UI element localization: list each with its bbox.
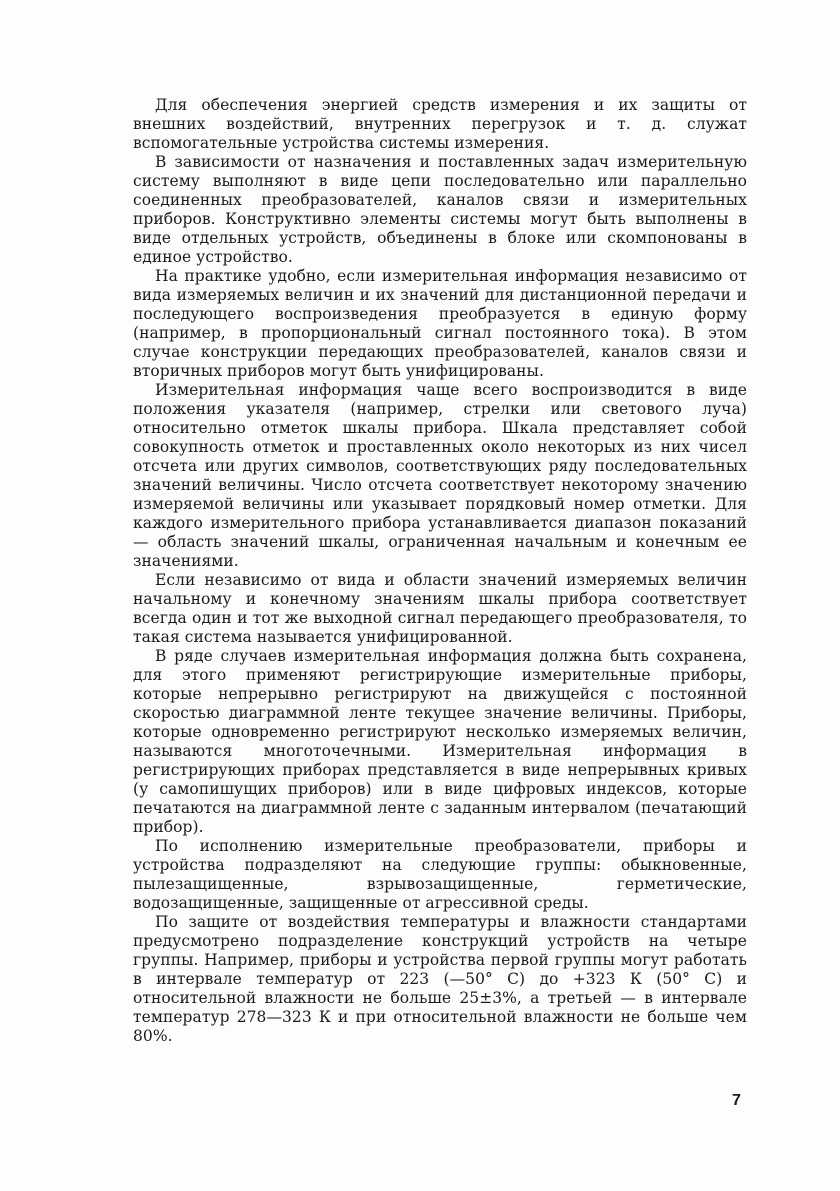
paragraph-8: По защите от воздействия температуры и влажности стандартами предусмотрено подразделение конструкций устройств на четыре группы. Например, приборы и устройства первой группы могут работать в интервале температур от 223 (—50° С) до +323 К (50° С) и относительной влажности не больше 25±3%, а третьей — в интервале температур 278—323 К и при относительной влажности не больше чем 80%. <box>133 913 747 1045</box>
paragraph-3: На практике удобно, если измерительная информация независимо от вида измеряемых величин и их значений для дистанционной передачи и последующего воспроизведения преобразуется в единую форму (например, в пропорциональный сигнал постоянного тока). В этом случае конструкции передающих преобразователей, каналов связи и вторичных приборов могут быть унифицированы. <box>133 267 747 380</box>
page-number: 7 <box>732 1092 741 1109</box>
body-text <box>133 96 747 1046</box>
paragraph-2: В зависимости от назначения и поставленных задач измерительную систему выполняют в виде цепи последовательно или параллельно соединенных преобразователей, каналов связи и измерительных приборов. Конструктивно элементы системы могут быть выполнены в виде отдельных устройств, объединены в блоке или скомпонованы в единое устройство. <box>133 153 747 266</box>
paragraph-6: В ряде случаев измерительная информация должна быть сохранена, для этого применяют регистрирующие измерительные приборы, которые непрерывно регистрируют на движущейся с постоянной скоростью диаграммной ленте текущее значение величины. Приборы, которые одновременно регистрируют несколько измеряемых величин, называются многоточечными. Измерительная информация в регистрирующих приборах представляется в виде непрерывных кривых (у самопишущих приборов) или в виде цифровых индексов, которые печатаются на диаграммной ленте с заданным интервалом (печатающий прибор). <box>133 647 747 836</box>
paragraph-5: Если независимо от вида и области значений измеряемых величин начальному и конечному значениям шкалы прибора соответствует всегда один и тот же выходной сигнал передающего преобразователя, то такая система называется унифицированной. <box>133 571 747 646</box>
paragraph-7: По исполнению измерительные преобразователи, приборы и устройства подразделяют на следующие группы: обыкновенные, пылезащищенные, взрывозащищенные, герметические, водозащищенные, защищенные от агрессивной среды. <box>133 837 747 912</box>
paragraph-4: Измерительная информация чаще всего воспроизводится в виде положения указателя (например, стрелки или светового луча) относительно отметок шкалы прибора. Шкала представляет собой совокупность отметок и проставленных около некоторых из них чисел отсчета или других символов, соответствующих ряду последовательных значений величины. Число отсчета соответствует некоторому значению измеряемой величины или указывает порядковый номер отметки. Для каждого измерительного прибора устанавливается диапазон показаний — область значений шкалы, ограниченная начальным и конечным ее значениями. <box>133 381 747 570</box>
paragraph-1: Для обеспечения энергией средств измерения и их защиты от внешних воздействий, внутренних перегрузок и т. д. служат вспомогательные устройства системы измерения. <box>133 96 747 152</box>
